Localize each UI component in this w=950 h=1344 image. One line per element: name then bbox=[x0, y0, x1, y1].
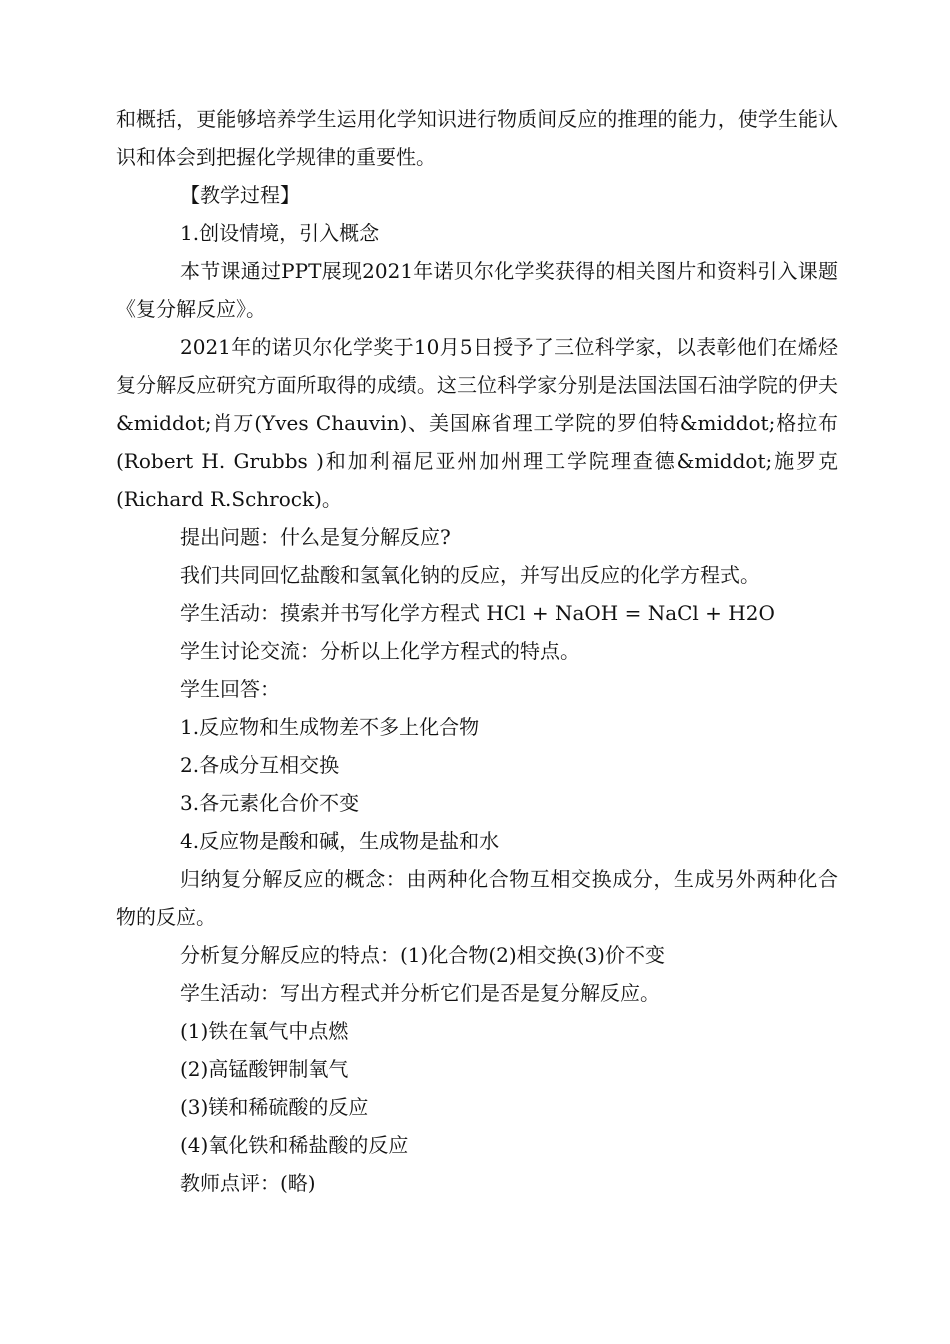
list-item: 3.各元素化合价不变 bbox=[180, 791, 360, 815]
paragraph-ppt-intro: 本节课通过PPT展现2021年诺贝尔化学奖获得的相关图片和资料引入课题《复分解反应》。 bbox=[116, 259, 838, 321]
list-item: (2)高锰酸钾制氧气 bbox=[180, 1057, 349, 1081]
paragraph-student-activity-equation: 学生活动：摸索并书写化学方程式 HCl + NaOH = NaCl + H2O bbox=[180, 601, 775, 625]
paragraph-student-answer: 学生回答： bbox=[180, 677, 280, 701]
paragraph-recall: 我们共同回忆盐酸和氢氧化钠的反应，并写出反应的化学方程式。 bbox=[180, 563, 760, 587]
list-item: 2.各成分互相交换 bbox=[180, 753, 340, 777]
paragraph-definition: 归纳复分解反应的概念：由两种化合物互相交换成分，生成另外两种化合物的反应。 bbox=[116, 867, 838, 929]
paragraph-student-discussion: 学生讨论交流：分析以上化学方程式的特点。 bbox=[180, 639, 580, 663]
list-item: (1)铁在氧气中点燃 bbox=[180, 1019, 349, 1043]
list-item: (3)镁和稀硫酸的反应 bbox=[180, 1095, 369, 1119]
step-heading-create-context: 1.创设情境，引入概念 bbox=[180, 221, 380, 245]
paragraph-student-activity-analysis: 学生活动：写出方程式并分析它们是否是复分解反应。 bbox=[180, 981, 660, 1005]
section-heading-teaching-process: 【教学过程】 bbox=[180, 183, 300, 207]
document-body bbox=[116, 100, 838, 1202]
paragraph-teacher-comment: 教师点评：(略) bbox=[180, 1171, 316, 1195]
list-item: 4.反应物是酸和碱，生成物是盐和水 bbox=[180, 829, 500, 853]
paragraph-characteristics: 分析复分解反应的特点：(1)化合物(2)相交换(3)价不变 bbox=[180, 943, 665, 967]
list-item: 1.反应物和生成物差不多上化合物 bbox=[180, 715, 480, 739]
paragraph-intro-continuation: 和概括，更能够培养学生运用化学知识进行物质间反应的推理的能力，使学生能认识和体会到把握化学规律的重要性。 bbox=[116, 107, 838, 169]
paragraph-question: 提出问题：什么是复分解反应? bbox=[180, 525, 451, 549]
paragraph-nobel-prize: 2021年的诺贝尔化学奖于10月5日授予了三位科学家，以表彰他们在烯烃复分解反应研究方面所取得的成绩。这三位科学家分别是法国法国石油学院的伊夫&middot;肖万(Yves Chauvin)、美国麻省理工学院的罗伯特&middot;格拉布(Robert H. Grubbs )和加利福尼亚州加州理工学院理查德&middot;施罗克(Richard R.Schrock)。 bbox=[116, 335, 838, 511]
list-item: (4)氧化铁和稀盐酸的反应 bbox=[180, 1133, 409, 1157]
